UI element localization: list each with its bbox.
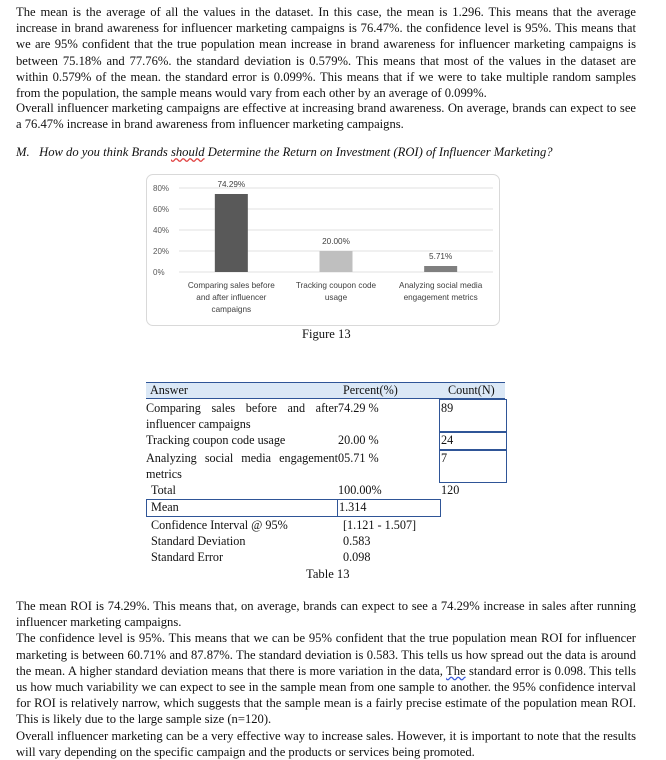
answer-line: Tracking coupon code usage (146, 433, 286, 447)
stat-label: Standard Deviation (151, 534, 246, 548)
question-title (39, 145, 552, 159)
total-count: 120 (441, 483, 460, 497)
table-row-answer (146, 432, 338, 448)
table-row-count: 89 (441, 401, 454, 415)
stat-label: Mean (151, 500, 179, 514)
header-count: Count(N) (448, 383, 495, 397)
overall-paragraph: Overall influencer marketing campaigns are effective at increasing brand awareness. On average, brands can expect to see a 76.47% increase in brand awareness from influencer marketing campaigns. (16, 101, 636, 132)
mean-label-cell (146, 499, 338, 517)
stat-value: 0.583 (343, 534, 371, 548)
table-row-percent: 05.71 % (338, 451, 379, 465)
category-label: Comparing sales before (187, 281, 275, 290)
y-tick-label: 0% (153, 268, 165, 277)
y-tick-label: 80% (153, 184, 170, 193)
spellcheck-word: The (446, 663, 466, 678)
y-tick-label: 40% (153, 226, 170, 235)
results-paragraph (16, 630, 636, 727)
spellcheck-word: should (170, 145, 205, 159)
stat-value: 1.314 (339, 500, 367, 514)
count-cell (439, 449, 507, 483)
y-tick-label: 60% (153, 205, 170, 214)
table-row-answer (146, 450, 338, 482)
table-row-count: 7 (441, 451, 448, 465)
intro-paragraph: The mean is the average of all the values in the dataset. In this case, the mean is 1.296. This means that the average increase in brand awareness for influencer marketing campaigns is 76.47%. the confidence level is 95%. This means that we are 95% confident that the true population mean increase in brand awareness for influencer marketing campaigns is between 75.18% and 77.76%. the standard deviation is 0.579%. This means that most of the values in the dataset are within 0.579% of the mean. the standard error is 0.099%. This means that if we were to take multiple random samples from the population, the sample means would vary from each other by an average of 0.099%. (16, 5, 636, 101)
category-label: Tracking coupon code (295, 281, 377, 290)
y-tick-label: 20% (153, 247, 170, 256)
category-label: Analyzing social media (399, 281, 483, 290)
question-title-part: Determine the Return on Investment (ROI) of Influencer Marketing? (204, 145, 553, 159)
header-answer: Answer (150, 383, 188, 397)
stat-value: 0.098 (343, 550, 371, 564)
table-row-count: 24 (441, 433, 454, 447)
figure-caption: Figure 13 (302, 327, 351, 341)
count-cell (439, 399, 507, 433)
header-percent: Percent(%) (343, 383, 398, 397)
category-label: and after influencer (196, 293, 267, 302)
results-paragraph: Overall influencer marketing can be a very effective way to increase sales. However, it is important to note that the results will vary depending on the specific campaign and the products or services being promoted. (16, 728, 636, 759)
results-text: standard error is 0.098. This tells us how much variability we can expect to see in the sample mean from one sample to another. the 95% confidence interval for ROI is relatively narrow, which suggests that the sample mean is a fairly precise estimate of the population mean ROI. This is likely due to the large sample size (n=120). (16, 663, 637, 727)
data-label: 20.00% (322, 237, 350, 246)
answer-line: metrics (146, 467, 182, 481)
category-label: usage (324, 293, 348, 302)
table-row-percent: 20.00 % (338, 433, 379, 447)
question-label: M. (16, 145, 30, 159)
answer-line: influencer campaigns (146, 417, 251, 431)
category-label: campaigns (211, 305, 252, 314)
table-row-percent: 74.29 % (338, 401, 379, 415)
total-percent: 100.00% (338, 483, 382, 497)
data-label: 5.71% (429, 252, 453, 262)
stat-label: Confidence Interval @ 95% (151, 518, 288, 532)
stat-label: Standard Error (151, 550, 224, 564)
results-section (16, 598, 636, 760)
table-header-row (146, 382, 505, 399)
count-cell (439, 431, 507, 451)
bar (215, 194, 248, 272)
category-label: engagement metrics (403, 293, 478, 302)
data-label: 74.29% (217, 179, 246, 189)
total-label: Total (151, 483, 176, 497)
bar (320, 251, 353, 272)
answer-line: Analyzing social media engagement (146, 451, 338, 465)
bar-chart-plot (147, 175, 499, 325)
question-title-part: How do you think Brands (39, 145, 171, 159)
bar (424, 266, 457, 272)
table-row-answer (146, 400, 338, 432)
mean-value-cell (337, 499, 441, 517)
results-text: The confidence level is 95%. This means that we can be 95% confident that the true population mean ROI for influencer marketing is between 60.71% and 87.87%. The standard deviation is 0.583. This tells us how spread out the data is around the mean. A higher standard deviation means that there is more variation in the data, (16, 631, 636, 678)
answer-line: Comparing sales before and after (146, 401, 338, 415)
table-caption: Table 13 (306, 567, 350, 581)
stat-value: [1.121 - 1.507] (343, 518, 417, 532)
question-heading (16, 145, 553, 160)
bar-chart (146, 174, 500, 326)
results-paragraph: The mean ROI is 74.29%. This means that, on average, brands can expect to see a 74.29% increase in sales after running influencer marketing campaigns. (16, 599, 636, 630)
